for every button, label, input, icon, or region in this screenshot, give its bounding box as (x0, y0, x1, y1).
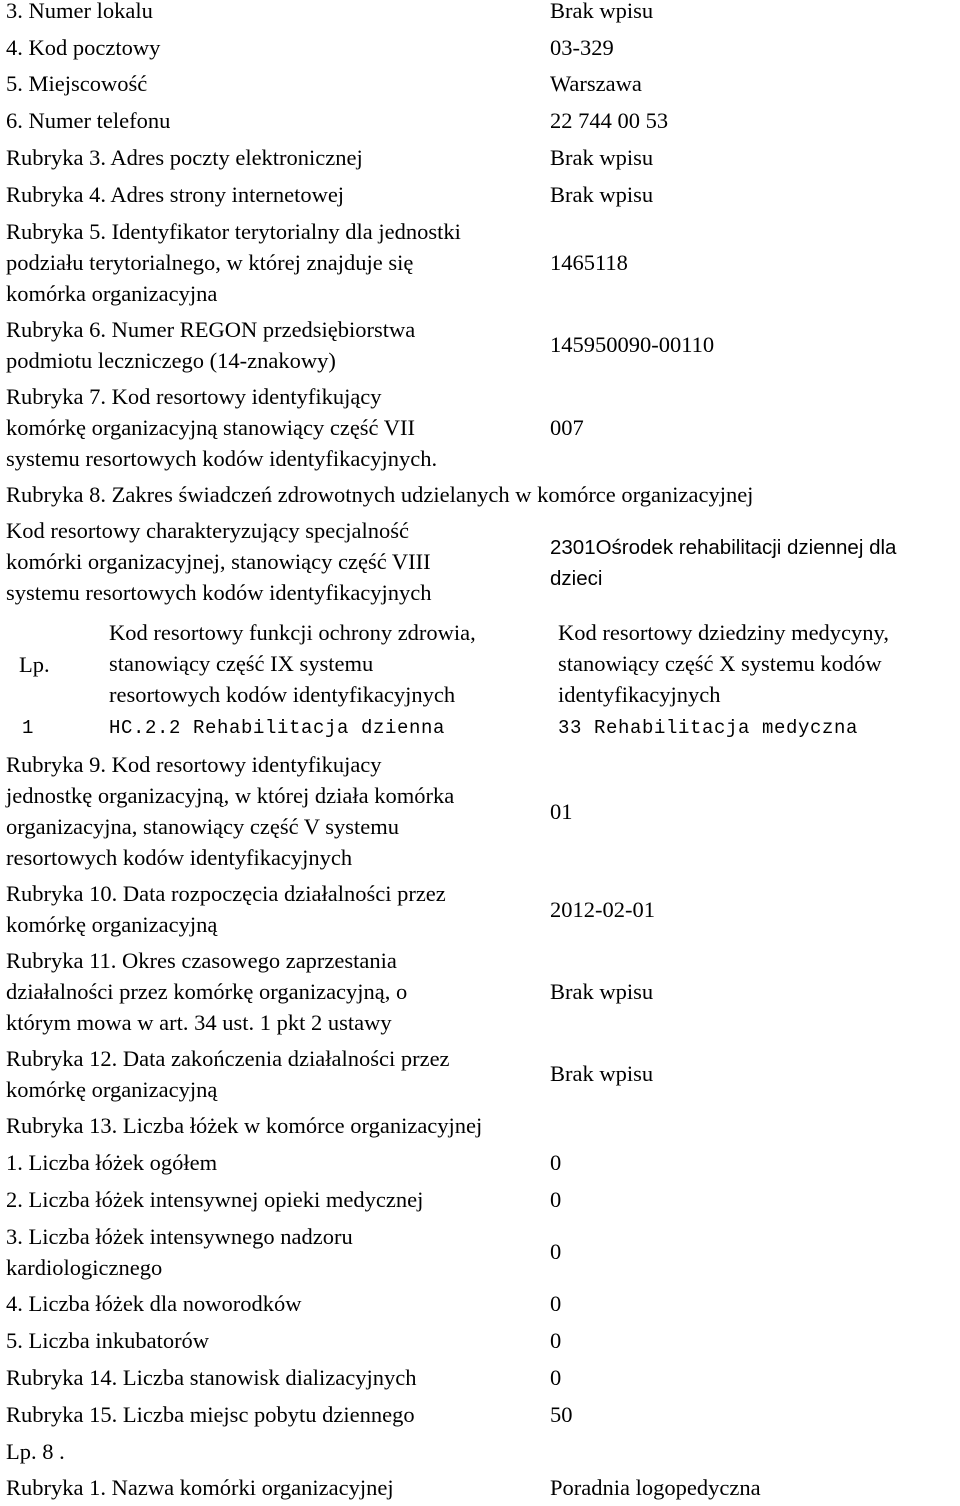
rubryka-7-label-line: komórkę organizacyjną stanowiący część VII (6, 415, 415, 440)
telefon-value: 22 744 00 53 (550, 108, 669, 133)
rubryka-8-spec-value-line: 2301Ośrodek rehabilitacji dziennej dla (550, 536, 897, 559)
rubryka-12-label-line: Rubryka 12. Data zakończenia działalności przez (6, 1046, 450, 1071)
table-cell-domain: 33 Rehabilitacja medyczna (558, 717, 859, 739)
rubryka-3-label: Rubryka 3. Adres poczty elektronicznej (6, 145, 363, 170)
kod-pocztowy-label: 4. Kod pocztowy (6, 35, 161, 60)
rubryka-11-label-line: którym mowa w art. 34 ust. 1 pkt 2 ustawy (6, 1010, 392, 1035)
rubryka-4-label: Rubryka 4. Adres strony internetowej (6, 182, 345, 207)
rubryka-10-value: 2012-02-01 (550, 897, 655, 922)
beds-total-label: 1. Liczba łóżek ogółem (6, 1150, 218, 1175)
telefon-label: 6. Numer telefonu (6, 108, 171, 133)
rubryka-13-label: Rubryka 13. Liczba łóżek w komórce organizacyjnej (6, 1113, 483, 1138)
section-lp-heading: Lp. 8 . (6, 1439, 65, 1464)
rubryka-11-label-line: Rubryka 11. Okres czasowego zaprzestania (6, 948, 397, 973)
incubators-label: 5. Liczba inkubatorów (6, 1328, 210, 1353)
incubators-value: 0 (550, 1328, 562, 1353)
beds-icu-value: 0 (550, 1187, 562, 1212)
beds-newborn-label: 4. Liczba łóżek dla noworodków (6, 1291, 302, 1316)
beds-cardio-value: 0 (550, 1239, 562, 1264)
rubryka-8-spec-label-line: komórki organizacyjnej, stanowiący część VIII (6, 549, 431, 574)
rubryka-7-value: 007 (550, 415, 584, 440)
miejscowosc-label: 5. Miejscowość (6, 71, 148, 96)
rubryka-8-label: Rubryka 8. Zakres świadczeń zdrowotnych udzielanych w komórce organizacyjnej (6, 482, 754, 507)
rubryka-5-label-line: Rubryka 5. Identyfikator terytorialny dla jednostki (6, 219, 461, 244)
rubryka-9-label-line: organizacyjna, stanowiący część V systemu (6, 814, 400, 839)
rubryka-9-label-line: jednostkę organizacyjną, w której działa komórka (6, 783, 455, 808)
numer-lokalu-label: 3. Numer lokalu (6, 0, 153, 23)
table-cell-lp: 1 (22, 717, 35, 739)
rubryka-14-value: 0 (550, 1365, 562, 1390)
rubryka-12-value: Brak wpisu (550, 1061, 654, 1086)
rubryka-9-label-line: resortowych kodów identyfikacyjnych (6, 845, 353, 870)
rubryka-1-value: Poradnia logopedyczna (550, 1475, 761, 1500)
rubryka-11-value: Brak wpisu (550, 979, 654, 1004)
kod-pocztowy-value: 03-329 (550, 35, 614, 60)
table-header-func-line: Kod resortowy funkcji ochrony zdrowia, (109, 620, 476, 645)
rubryka-6-value: 145950090-00110 (550, 332, 715, 357)
table-header-lp: Lp. (19, 652, 50, 677)
beds-icu-label: 2. Liczba łóżek intensywnej opieki medycznej (6, 1187, 424, 1212)
table-header-func-line: resortowych kodów identyfikacyjnych (109, 682, 456, 707)
rubryka-5-value: 1465118 (550, 250, 628, 275)
rubryka-10-label-line: komórkę organizacyjną (6, 912, 218, 937)
rubryka-7-label-line: Rubryka 7. Kod resortowy identyfikujący (6, 384, 382, 409)
rubryka-8-spec-value-line: dzieci (550, 567, 603, 590)
numer-lokalu-value: Brak wpisu (550, 0, 654, 23)
rubryka-10-label-line: Rubryka 10. Data rozpoczęcia działalności przez (6, 881, 446, 906)
beds-cardio-label-line: 3. Liczba łóżek intensywnego nadzoru (6, 1224, 353, 1249)
rubryka-5-label-line: podziału terytorialnego, w której znajduje się (6, 250, 414, 275)
rubryka-8-spec-label-line: systemu resortowych kodów identyfikacyjnych (6, 580, 432, 605)
table-header-domain-line: stanowiący część X systemu kodów (558, 651, 882, 676)
rubryka-12-label-line: komórkę organizacyjną (6, 1077, 218, 1102)
rubryka-9-label-line: Rubryka 9. Kod resortowy identyfikujacy (6, 752, 382, 777)
beds-newborn-value: 0 (550, 1291, 562, 1316)
beds-total-value: 0 (550, 1150, 562, 1175)
rubryka-14-label: Rubryka 14. Liczba stanowisk dializacyjnych (6, 1365, 417, 1390)
rubryka-15-label: Rubryka 15. Liczba miejsc pobytu dziennego (6, 1402, 415, 1427)
table-header-func-line: stanowiący część IX systemu (109, 651, 374, 676)
rubryka-1-label: Rubryka 1. Nazwa komórki organizacyjnej (6, 1475, 394, 1500)
rubryka-7-label-line: systemu resortowych kodów identyfikacyjnych. (6, 446, 438, 471)
rubryka-6-label-line: Rubryka 6. Numer REGON przedsiębiorstwa (6, 317, 416, 342)
rubryka-3-value: Brak wpisu (550, 145, 654, 170)
rubryka-11-label-line: działalności przez komórkę organizacyjną, o (6, 979, 408, 1004)
table-cell-func: HC.2.2 Rehabilitacja dzienna (109, 717, 446, 739)
rubryka-8-spec-label-line: Kod resortowy charakteryzujący specjalność (6, 518, 409, 543)
table-header-domain-line: Kod resortowy dziedziny medycyny, (558, 620, 889, 645)
rubryka-4-value: Brak wpisu (550, 182, 654, 207)
miejscowosc-value: Warszawa (550, 71, 642, 96)
rubryka-9-value: 01 (550, 799, 573, 824)
beds-cardio-label-line: kardiologicznego (6, 1255, 163, 1280)
rubryka-6-label-line: podmiotu leczniczego (14-znakowy) (6, 348, 336, 373)
rubryka-15-value: 50 (550, 1402, 573, 1427)
rubryka-5-label-line: komórka organizacyjna (6, 281, 218, 306)
table-header-domain-line: identyfikacyjnych (558, 682, 721, 707)
